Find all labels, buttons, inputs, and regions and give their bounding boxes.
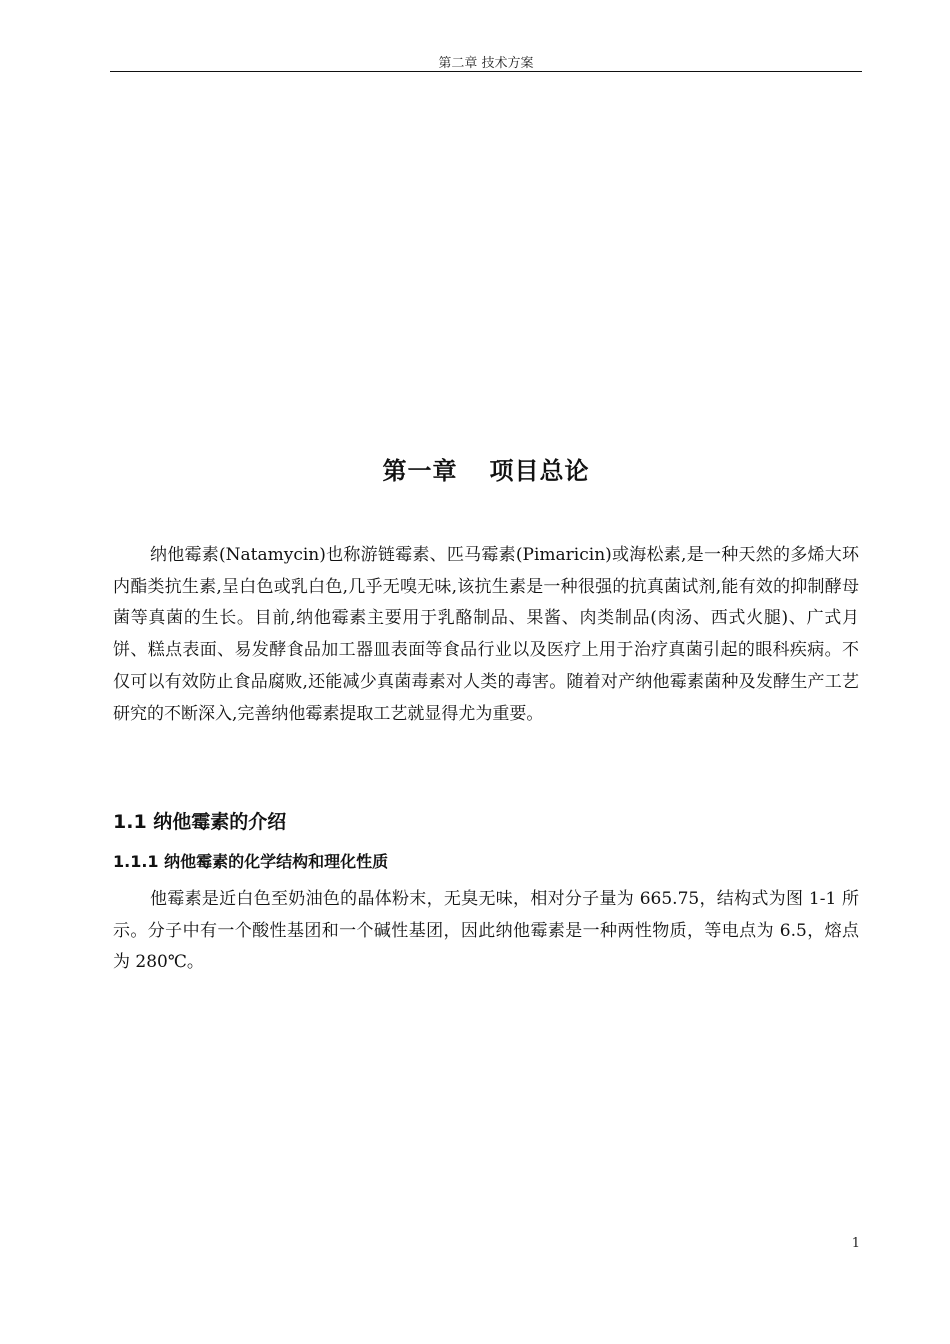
chapter-name: 项目总论 xyxy=(489,457,590,485)
header-rule xyxy=(110,71,862,72)
properties-paragraph: 他霉素是近白色至奶油色的晶体粉末，无臭无味，相对分子量为 665.75，结构式为图 1-1 所示。分子中有一个酸性基团和一个碱性基团，因此纳他霉素是一种两性物质，等电点为 6.5，熔点为 280℃。 xyxy=(113,889,859,973)
running-header: 第二章 技术方案 xyxy=(438,56,534,71)
chapter-title xyxy=(110,456,862,486)
subsection-heading: 1.1.1 纳他霉素的化学结构和理化性质 xyxy=(113,852,389,871)
chapter-number: 第一章 xyxy=(382,457,458,485)
section-heading: 1.1 纳他霉素的介绍 xyxy=(113,811,287,833)
intro-paragraph: 纳他霉素(Natamycin)也称游链霉素、匹马霉素(Pimaricin)或海松素,是一种天然的多烯大环内酯类抗生素,呈白色或乳白色,几乎无嗅无味,该抗生素是一种很强的抗真菌试剂,能有效的抑制酵母菌等真菌的生长。目前,纳他霉素主要用于乳酪制品、果酱、肉类制品(肉汤、西式火腿)、广式月饼、糕点表面、易发酵食品加工器皿表面等食品行业以及医疗上用于治疗真菌引起的眼科疾病。不仅可以有效防止食品腐败,还能减少真菌毒素对人类的毒害。随着对产纳他霉素菌种及发酵生产工艺研究的不断深入,完善纳他霉素提取工艺就显得尤为重要。 xyxy=(113,545,859,724)
page-number: 1 xyxy=(851,1236,860,1251)
